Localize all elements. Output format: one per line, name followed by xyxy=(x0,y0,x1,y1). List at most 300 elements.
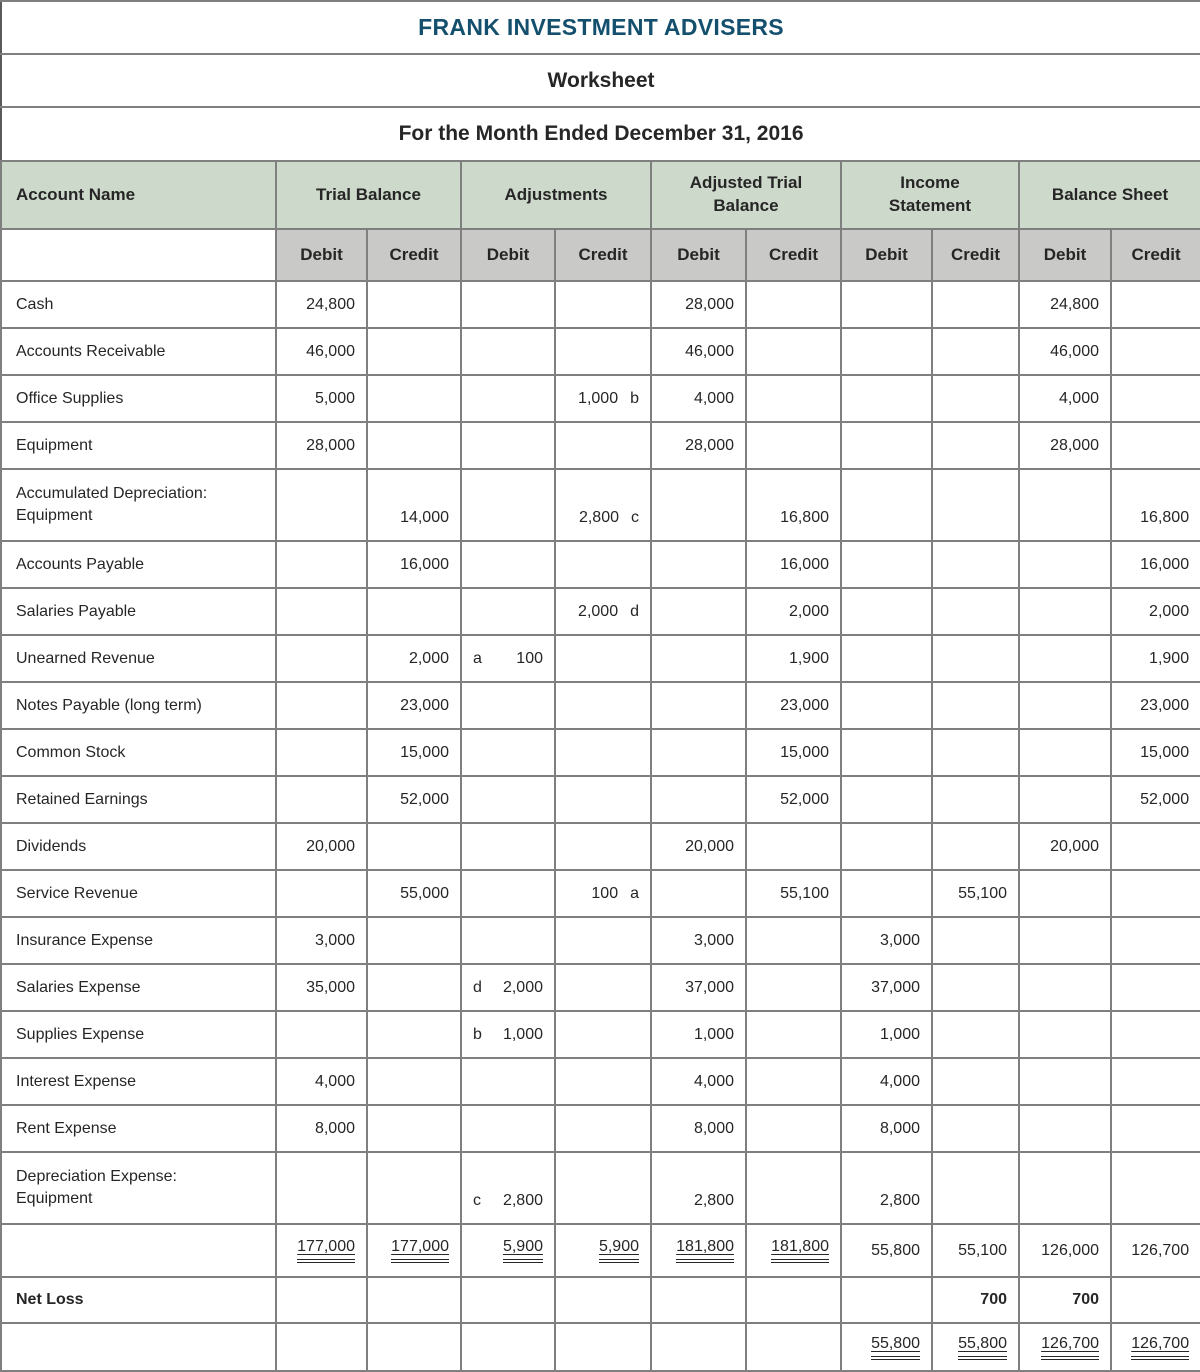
cell-bs-debit xyxy=(1019,375,1111,422)
cell-is-credit xyxy=(932,635,1019,682)
total-amount: 177,000 xyxy=(297,1238,355,1263)
cell-bs-credit xyxy=(1111,635,1200,682)
cell-adj-credit xyxy=(555,1105,651,1152)
cell-bs-debit xyxy=(1019,588,1111,635)
amount: 8,000 xyxy=(693,1119,734,1137)
cell-bs-debit xyxy=(1019,1011,1111,1058)
cell-atb-debit xyxy=(651,1277,746,1323)
cell-is-debit xyxy=(841,1058,932,1105)
cell-atb-credit xyxy=(746,281,841,328)
subheader-adj-credit: Credit xyxy=(555,229,651,281)
amount: 700 xyxy=(1072,1291,1099,1308)
cell-tb-credit xyxy=(367,375,461,422)
cell-tb-credit xyxy=(367,328,461,375)
cell-bs-debit xyxy=(1019,422,1111,469)
cell-is-credit xyxy=(932,870,1019,917)
table-row xyxy=(1,422,1200,469)
group-header-trial-balance: Trial Balance xyxy=(276,161,461,229)
cell-bs-credit xyxy=(1111,375,1200,422)
cell-atb-credit xyxy=(746,1323,841,1371)
amount: 28,000 xyxy=(685,436,734,454)
amount: 126,700 xyxy=(1131,1241,1190,1259)
cell-adj-credit xyxy=(555,1058,651,1105)
amount: 2,800 xyxy=(879,1192,920,1209)
cell-bs-credit xyxy=(1111,1277,1200,1323)
cell-adj-credit xyxy=(555,776,651,823)
cell-is-credit xyxy=(932,1224,1019,1277)
cell-tb-debit xyxy=(276,1277,367,1323)
amount: 37,000 xyxy=(871,978,920,996)
cell-tb-credit xyxy=(367,1152,461,1224)
cell-atb-debit xyxy=(651,588,746,635)
cell-tb-credit xyxy=(367,1105,461,1152)
amount: 2,000 xyxy=(788,602,829,620)
cell-tb-credit xyxy=(367,1277,461,1323)
amount: 1,000 xyxy=(578,389,619,407)
cell-atb-credit xyxy=(746,917,841,964)
amount: 100 xyxy=(591,884,619,902)
cell-bs-debit xyxy=(1019,469,1111,541)
cell-is-debit xyxy=(841,1224,932,1277)
cell-is-debit xyxy=(841,823,932,870)
account-name: Depreciation Expense: Equipment xyxy=(1,1152,276,1224)
account-name: Salaries Payable xyxy=(1,588,276,635)
cell-adj-debit xyxy=(461,964,555,1011)
amount: 1,000 xyxy=(693,1025,734,1043)
cell-adj-debit xyxy=(461,917,555,964)
cell-adj-debit xyxy=(461,328,555,375)
account-name xyxy=(1,1224,276,1277)
amount: 23,000 xyxy=(780,696,829,714)
cell-is-credit xyxy=(932,682,1019,729)
account-name: Unearned Revenue xyxy=(1,635,276,682)
amount: 16,800 xyxy=(1140,509,1190,526)
account-name-header: Account Name xyxy=(1,161,276,229)
cell-atb-debit xyxy=(651,375,746,422)
amount: 24,800 xyxy=(1050,295,1099,313)
table-row xyxy=(1,964,1200,1011)
cell-adj-debit xyxy=(461,422,555,469)
cell-is-debit xyxy=(841,682,932,729)
cell-adj-debit xyxy=(461,588,555,635)
cell-bs-debit xyxy=(1019,328,1111,375)
account-name: Cash xyxy=(1,281,276,328)
cell-adj-credit xyxy=(555,1152,651,1224)
amount: 4,000 xyxy=(879,1072,920,1090)
cell-tb-debit xyxy=(276,541,367,588)
cell-atb-credit xyxy=(746,1152,841,1224)
amount: 4,000 xyxy=(693,1072,734,1090)
table-row xyxy=(1,823,1200,870)
cell-is-credit xyxy=(932,1277,1019,1323)
subheader-is-debit: Debit xyxy=(841,229,932,281)
amount: 1,000 xyxy=(502,1025,543,1043)
subheader-is-credit: Credit xyxy=(932,229,1019,281)
table-row xyxy=(1,917,1200,964)
cell-is-debit xyxy=(841,469,932,541)
cell-bs-credit xyxy=(1111,1058,1200,1105)
cell-adj-debit xyxy=(461,469,555,541)
cell-bs-credit xyxy=(1111,588,1200,635)
amount: 55,100 xyxy=(958,884,1007,902)
account-name: Notes Payable (long term) xyxy=(1,682,276,729)
cell-is-credit xyxy=(932,729,1019,776)
total-amount: 5,900 xyxy=(599,1238,639,1263)
amount: 55,100 xyxy=(780,884,829,902)
amount: 28,000 xyxy=(1050,436,1099,454)
amount: 16,000 xyxy=(400,555,449,573)
cell-tb-debit xyxy=(276,917,367,964)
cell-atb-credit xyxy=(746,964,841,1011)
cell-is-credit xyxy=(932,1058,1019,1105)
amount: 55,800 xyxy=(871,1241,920,1259)
cell-tb-credit xyxy=(367,422,461,469)
cell-tb-credit xyxy=(367,588,461,635)
amount: 28,000 xyxy=(306,436,355,454)
debit-credit-header-row xyxy=(1,229,1200,281)
cell-bs-debit xyxy=(1019,1152,1111,1224)
cell-atb-debit xyxy=(651,682,746,729)
cell-bs-debit xyxy=(1019,1323,1111,1371)
amount: 2,000 xyxy=(1149,602,1190,620)
cell-bs-credit xyxy=(1111,469,1200,541)
amount: 3,000 xyxy=(314,931,355,949)
amount: 2,000 xyxy=(578,602,619,620)
account-name: Salaries Expense xyxy=(1,964,276,1011)
cell-atb-debit xyxy=(651,729,746,776)
cell-atb-debit xyxy=(651,1105,746,1152)
cell-atb-debit xyxy=(651,541,746,588)
account-name: Supplies Expense xyxy=(1,1011,276,1058)
amount: 14,000 xyxy=(400,509,449,526)
cell-tb-debit xyxy=(276,1152,367,1224)
cell-bs-debit xyxy=(1019,1058,1111,1105)
cell-tb-debit xyxy=(276,823,367,870)
cell-atb-credit xyxy=(746,776,841,823)
cell-atb-credit xyxy=(746,1277,841,1323)
account-name: Office Supplies xyxy=(1,375,276,422)
cell-adj-debit xyxy=(461,682,555,729)
account-name: Net Loss xyxy=(1,1277,276,1323)
cell-bs-credit xyxy=(1111,776,1200,823)
cell-bs-debit xyxy=(1019,1224,1111,1277)
cell-atb-credit xyxy=(746,541,841,588)
cell-adj-debit xyxy=(461,1152,555,1224)
cell-adj-credit xyxy=(555,422,651,469)
cell-adj-credit xyxy=(555,328,651,375)
cell-is-debit xyxy=(841,328,932,375)
cell-atb-credit xyxy=(746,422,841,469)
amount: 1,900 xyxy=(788,649,829,667)
cell-tb-credit xyxy=(367,635,461,682)
cell-is-credit xyxy=(932,964,1019,1011)
adjustment-ref: a xyxy=(630,884,639,902)
subheader-tb-debit: Debit xyxy=(276,229,367,281)
amount: 3,000 xyxy=(693,931,734,949)
cell-bs-credit xyxy=(1111,964,1200,1011)
cell-tb-debit xyxy=(276,1105,367,1152)
cell-bs-credit xyxy=(1111,823,1200,870)
amount: 700 xyxy=(980,1291,1007,1308)
cell-atb-debit xyxy=(651,1323,746,1371)
cell-adj-credit xyxy=(555,375,651,422)
amount: 23,000 xyxy=(400,696,449,714)
cell-tb-credit xyxy=(367,729,461,776)
amount: 46,000 xyxy=(1050,342,1099,360)
cell-is-debit xyxy=(841,729,932,776)
cell-bs-debit xyxy=(1019,870,1111,917)
cell-bs-debit xyxy=(1019,281,1111,328)
cell-tb-credit xyxy=(367,870,461,917)
amount: 20,000 xyxy=(306,837,355,855)
cell-bs-credit xyxy=(1111,541,1200,588)
blank-subheader-cell xyxy=(1,229,276,281)
cell-adj-debit xyxy=(461,281,555,328)
cell-is-debit xyxy=(841,1323,932,1371)
total-amount: 181,800 xyxy=(676,1238,734,1263)
table-row xyxy=(1,1323,1200,1371)
cell-atb-debit xyxy=(651,776,746,823)
account-name: Insurance Expense xyxy=(1,917,276,964)
table-row xyxy=(1,375,1200,422)
cell-adj-credit xyxy=(555,635,651,682)
cell-adj-debit xyxy=(461,635,555,682)
cell-adj-debit xyxy=(461,823,555,870)
cell-atb-credit xyxy=(746,328,841,375)
period-title: For the Month Ended December 31, 2016 xyxy=(1,107,1200,161)
cell-bs-credit xyxy=(1111,328,1200,375)
cell-bs-credit xyxy=(1111,917,1200,964)
cell-atb-credit xyxy=(746,1058,841,1105)
cell-atb-credit xyxy=(746,1011,841,1058)
cell-bs-debit xyxy=(1019,1105,1111,1152)
cell-adj-credit xyxy=(555,729,651,776)
cell-tb-debit xyxy=(276,1058,367,1105)
cell-tb-debit xyxy=(276,870,367,917)
cell-adj-credit xyxy=(555,964,651,1011)
cell-is-credit xyxy=(932,375,1019,422)
cell-adj-credit xyxy=(555,541,651,588)
total-amount: 181,800 xyxy=(771,1238,829,1263)
cell-is-debit xyxy=(841,917,932,964)
cell-is-debit xyxy=(841,776,932,823)
cell-is-debit xyxy=(841,870,932,917)
cell-bs-credit xyxy=(1111,870,1200,917)
worksheet-subtitle: Worksheet xyxy=(1,54,1200,107)
cell-adj-debit xyxy=(461,375,555,422)
cell-adj-debit xyxy=(461,1277,555,1323)
table-row xyxy=(1,1058,1200,1105)
cell-is-credit xyxy=(932,469,1019,541)
cell-bs-credit xyxy=(1111,1152,1200,1224)
cell-atb-credit xyxy=(746,635,841,682)
cell-atb-debit xyxy=(651,469,746,541)
cell-is-debit xyxy=(841,281,932,328)
cell-is-credit xyxy=(932,776,1019,823)
table-row xyxy=(1,588,1200,635)
account-name: Accounts Payable xyxy=(1,541,276,588)
cell-tb-credit xyxy=(367,541,461,588)
cell-tb-credit xyxy=(367,917,461,964)
total-amount: 5,900 xyxy=(503,1238,543,1263)
subheader-atb-debit: Debit xyxy=(651,229,746,281)
cell-tb-credit xyxy=(367,281,461,328)
cell-bs-debit xyxy=(1019,729,1111,776)
cell-tb-credit xyxy=(367,1323,461,1371)
cell-atb-debit xyxy=(651,964,746,1011)
cell-adj-debit xyxy=(461,1323,555,1371)
amount: 3,000 xyxy=(879,931,920,949)
subheader-bs-debit: Debit xyxy=(1019,229,1111,281)
cell-is-debit xyxy=(841,1277,932,1323)
cell-tb-debit xyxy=(276,588,367,635)
account-name: Equipment xyxy=(1,422,276,469)
total-amount: 177,000 xyxy=(391,1238,449,1263)
table-row xyxy=(1,1011,1200,1058)
cell-bs-debit xyxy=(1019,1277,1111,1323)
cell-atb-debit xyxy=(651,1224,746,1277)
cell-bs-credit xyxy=(1111,281,1200,328)
cell-bs-debit xyxy=(1019,635,1111,682)
amount: 126,000 xyxy=(1041,1241,1099,1259)
table-row xyxy=(1,1105,1200,1152)
adjustment-ref: c xyxy=(631,509,639,526)
cell-bs-debit xyxy=(1019,823,1111,870)
cell-atb-credit xyxy=(746,375,841,422)
cell-tb-debit xyxy=(276,375,367,422)
cell-adj-debit xyxy=(461,1105,555,1152)
amount: 15,000 xyxy=(1140,743,1190,761)
cell-adj-debit xyxy=(461,1224,555,1277)
amount: 52,000 xyxy=(780,790,829,808)
account-name: Rent Expense xyxy=(1,1105,276,1152)
total-amount: 55,800 xyxy=(871,1335,920,1360)
cell-tb-debit xyxy=(276,281,367,328)
cell-atb-credit xyxy=(746,729,841,776)
cell-adj-credit xyxy=(555,682,651,729)
cell-is-credit xyxy=(932,281,1019,328)
cell-atb-debit xyxy=(651,281,746,328)
amount: 46,000 xyxy=(685,342,734,360)
amount: 5,000 xyxy=(314,389,355,407)
subheader-tb-credit: Credit xyxy=(367,229,461,281)
cell-is-debit xyxy=(841,375,932,422)
amount: 4,000 xyxy=(1058,389,1099,407)
cell-tb-debit xyxy=(276,1011,367,1058)
amount: 15,000 xyxy=(780,743,829,761)
account-name: Accumulated Depreciation: Equipment xyxy=(1,469,276,541)
amount: 16,000 xyxy=(1140,555,1190,573)
total-amount: 126,700 xyxy=(1131,1335,1189,1360)
amount: 55,000 xyxy=(400,884,449,902)
cell-atb-debit xyxy=(651,635,746,682)
cell-bs-debit xyxy=(1019,541,1111,588)
table-row xyxy=(1,1152,1200,1224)
cell-tb-debit xyxy=(276,635,367,682)
account-name: Common Stock xyxy=(1,729,276,776)
cell-adj-credit xyxy=(555,281,651,328)
cell-is-credit xyxy=(932,823,1019,870)
cell-is-credit xyxy=(932,422,1019,469)
table-row xyxy=(1,281,1200,328)
amount: 2,800 xyxy=(502,1192,543,1209)
cell-is-credit xyxy=(932,1105,1019,1152)
cell-is-debit xyxy=(841,541,932,588)
cell-adj-credit xyxy=(555,1011,651,1058)
group-header-adjustments: Adjustments xyxy=(461,161,651,229)
cell-tb-credit xyxy=(367,964,461,1011)
cell-adj-debit xyxy=(461,729,555,776)
cell-adj-credit xyxy=(555,1224,651,1277)
cell-atb-debit xyxy=(651,422,746,469)
amount: 4,000 xyxy=(314,1072,355,1090)
cell-tb-debit xyxy=(276,1224,367,1277)
amount: 16,000 xyxy=(780,555,829,573)
table-row xyxy=(1,541,1200,588)
cell-tb-credit xyxy=(367,1058,461,1105)
cell-atb-credit xyxy=(746,588,841,635)
amount: 24,800 xyxy=(306,295,355,313)
cell-adj-debit xyxy=(461,1058,555,1105)
cell-is-debit xyxy=(841,1011,932,1058)
cell-bs-credit xyxy=(1111,1224,1200,1277)
amount: 1,000 xyxy=(879,1025,920,1043)
cell-tb-debit xyxy=(276,729,367,776)
amount: 16,800 xyxy=(780,509,829,526)
cell-adj-debit xyxy=(461,541,555,588)
amount: 46,000 xyxy=(306,342,355,360)
cell-is-debit xyxy=(841,422,932,469)
cell-is-credit xyxy=(932,1011,1019,1058)
column-group-header-row xyxy=(1,161,1200,229)
cell-is-debit xyxy=(841,1105,932,1152)
amount: 2,000 xyxy=(502,978,543,996)
total-amount: 55,800 xyxy=(958,1335,1007,1360)
cell-atb-credit xyxy=(746,870,841,917)
cell-tb-debit xyxy=(276,1323,367,1371)
cell-bs-debit xyxy=(1019,776,1111,823)
cell-bs-debit xyxy=(1019,917,1111,964)
cell-tb-credit xyxy=(367,823,461,870)
cell-bs-credit xyxy=(1111,729,1200,776)
cell-atb-credit xyxy=(746,469,841,541)
group-header-adjusted-trial-balance: Adjusted Trial Balance xyxy=(651,161,841,229)
cell-tb-debit xyxy=(276,328,367,375)
amount: 28,000 xyxy=(685,295,734,313)
cell-tb-credit xyxy=(367,776,461,823)
cell-atb-debit xyxy=(651,328,746,375)
cell-tb-credit xyxy=(367,469,461,541)
cell-tb-debit xyxy=(276,469,367,541)
cell-adj-credit xyxy=(555,870,651,917)
cell-bs-credit xyxy=(1111,1105,1200,1152)
account-name xyxy=(1,1323,276,1371)
cell-atb-credit xyxy=(746,1224,841,1277)
amount: 20,000 xyxy=(685,837,734,855)
table-row xyxy=(1,635,1200,682)
cell-atb-credit xyxy=(746,1105,841,1152)
group-header-income-statement: Income Statement xyxy=(841,161,1019,229)
cell-tb-credit xyxy=(367,1224,461,1277)
title-row-worksheet xyxy=(1,54,1200,107)
cell-atb-credit xyxy=(746,823,841,870)
amount: 2,000 xyxy=(408,649,449,667)
company-title: FRANK INVESTMENT ADVISERS xyxy=(1,1,1200,54)
cell-adj-credit xyxy=(555,917,651,964)
amount: 55,100 xyxy=(958,1241,1007,1259)
adjustment-ref: b xyxy=(630,389,639,407)
amount: 23,000 xyxy=(1140,696,1190,714)
